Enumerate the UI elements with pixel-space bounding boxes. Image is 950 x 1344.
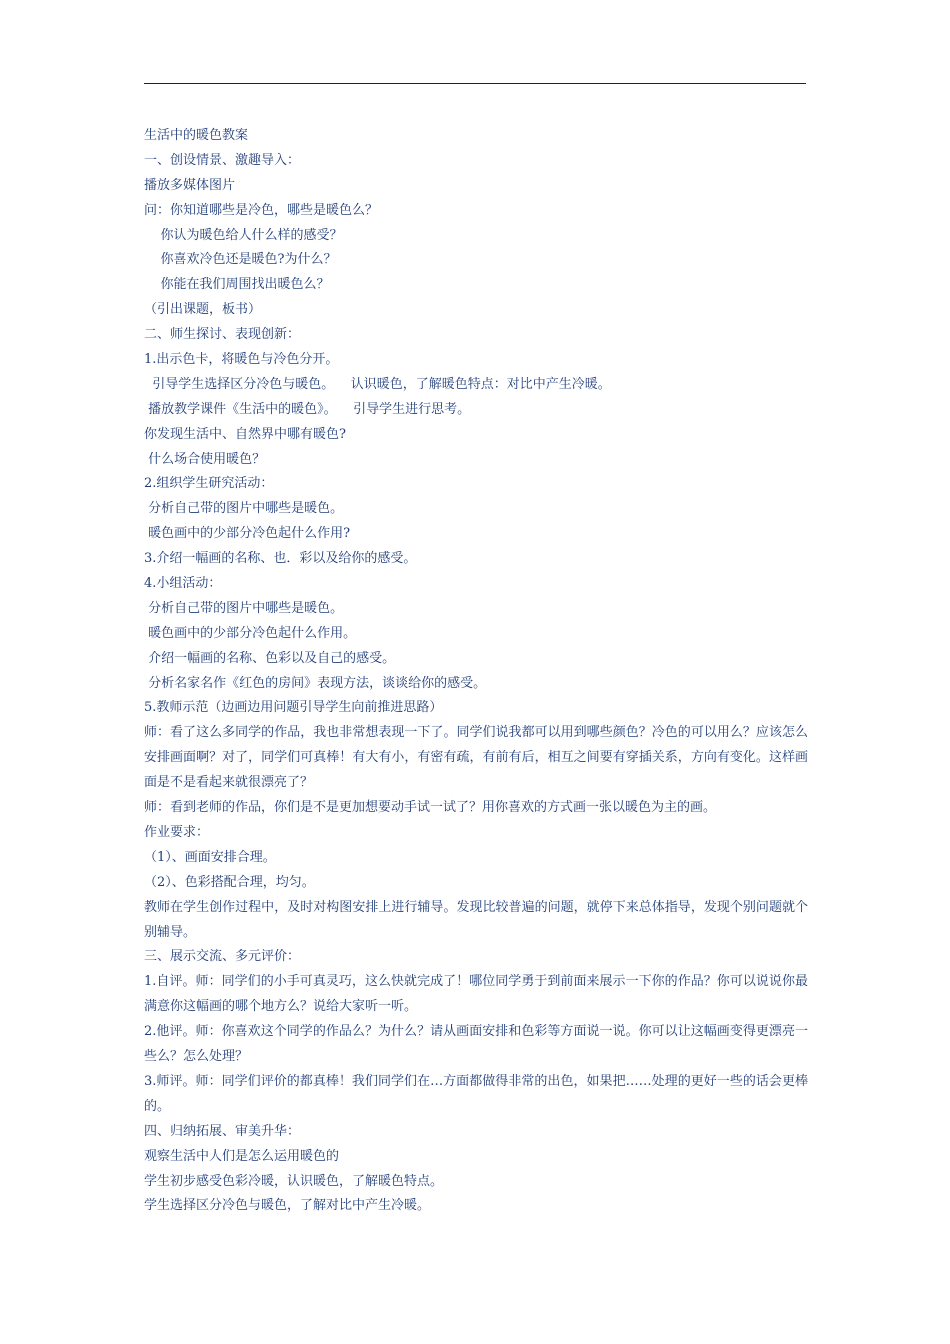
text-line: 介绍一幅画的名称、色彩以及自己的感受。 [144,650,396,666]
text-line: 观察生活中人们是怎么运用暖色的 [144,1148,340,1164]
text-line: 分析名家名作《红色的房间》表现方法，谈谈给你的感受。 [144,675,487,691]
text-line: （1）、画面安排合理。 [144,849,276,865]
text-line: 5.教师示范（边画边用问题引导学生向前推进思路） [144,700,443,716]
text-line: 什么场合使用暖色？ [144,451,266,467]
text-line: 分析自己带的图片中哪些是暖色。 [144,600,344,616]
text-paragraph: 3.师评。师：同学们评价的都真棒！我们同学们在…方面都做得非常的出色，如果把……处理的更好一些的话会更棒的。 [144,1074,808,1114]
text-line: 暖色画中的少部分冷色起什么作用。 [144,625,357,641]
text-line: （2）、色彩搭配合理，均匀。 [144,874,315,890]
text-line: 问：你知道哪些是冷色，哪些是暖色么？ [144,202,379,218]
text-paragraph: 师：看了这么多同学的作品，我也非常想表现一下了。同学们说我都可以用到哪些颜色？冷色的可以用么？应该怎么安排画面啊？对了，同学们可真棒！有大有小，有密有疏，有前有后，相互之间要有穿插关系，方向有变化。这样画面是不是看起来就很漂亮了？ [144,725,808,791]
section-heading-2: 二、师生探讨、表现创新： [144,327,301,343]
text-line: 你喜欢冷色还是暖色?为什么？ [144,252,337,268]
text-line: 引导学生选择区分冷色与暖色。 认识暖色，了解暖色特点：对比中产生冷暖。 [144,376,611,392]
text-line: 1.出示色卡，将暖色与冷色分开。 [144,352,339,368]
section-heading-3: 三、展示交流、多元评价： [144,949,301,965]
text-line: 播放教学课件《生活中的暖色》。 引导学生进行思考。 [144,401,471,417]
text-paragraph: 2.他评。师：你喜欢这个同学的作品么？为什么？请从画面安排和色彩等方面说一说。你可以让这幅画变得更漂亮一些么？怎么处理？ [144,1024,808,1065]
text-paragraph: 师：看到老师的作品，你们是不是更加想要动手试一试了？用你喜欢的方式画一张以暖色为主的画。 [144,800,717,816]
text-line: （引出课题，板书） [144,302,262,318]
text-line: 你发现生活中、自然界中哪有暖色? [144,426,346,442]
text-line: 分析自己带的图片中哪些是暖色。 [144,501,344,517]
doc-title: 生活中的暖色教案 [144,128,249,143]
text-line: 暖色画中的少部分冷色起什么作用? [144,526,351,542]
text-line: 3.介绍一幅画的名称、也．彩以及给你的感受。 [144,551,417,567]
section-heading-4: 四、归纳拓展、审美升华： [144,1123,301,1139]
text-paragraph: 1.自评。师：同学们的小手可真灵巧，这么快就完成了！哪位同学勇于到前面来展示一下你的作品？你可以说说你最满意你这幅画的哪个地方么？说给大家听一听。 [144,974,808,1015]
text-line: 作业要求： [144,825,210,840]
text-line: 你能在我们周围找出暖色么？ [144,277,330,293]
text-line: 播放多媒体图片 [144,177,236,193]
text-paragraph: 教师在学生创作过程中，及时对构图安排上进行辅导。发现比较普遍的问题，就停下来总体指导，发现个别问题就个别辅导。 [144,899,808,940]
header-rule [144,83,806,84]
text-line: 你认为暖色给人什么样的感受？ [144,227,343,243]
text-line: 学生选择区分冷色与暖色，了解对比中产生冷暖。 [144,1198,431,1214]
text-line: 学生初步感受色彩冷暖，认识暖色，了解暖色特点。 [144,1173,444,1189]
text-line: 4.小组活动： [144,576,222,592]
section-heading-1: 一、创设情景、激趣导入： [144,152,301,168]
text-line: 2.组织学生研究活动： [144,476,274,492]
document-body [144,124,808,1219]
